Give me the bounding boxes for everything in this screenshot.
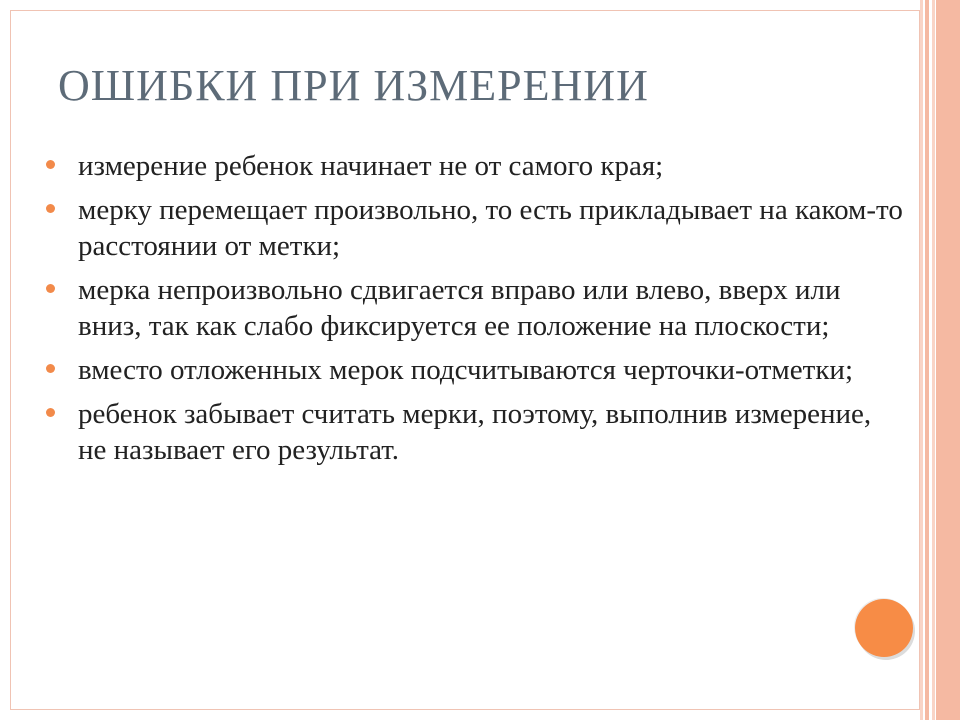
- bullet-dot-icon: [46, 160, 55, 169]
- stripe: [920, 0, 923, 720]
- bullet-text: мерку перемещает произвольно, то есть прикладывает на каком-то расстоянии от метки;: [78, 194, 903, 262]
- bullet-text: мерка непроизвольно сдвигается вправо или влево, вверх или вниз, так как слабо фиксируется ее положение на плоскости;: [78, 274, 841, 342]
- bullet-item: [46, 272, 906, 344]
- stripe: [925, 0, 929, 720]
- stripe: [932, 0, 935, 720]
- bullet-text: вместо отложенных мерок подсчитываются черточки-отметки;: [78, 354, 853, 386]
- bullet-text: измерение ребенок начинает не от самого края;: [78, 150, 664, 182]
- slide-title: ОШИБКИ ПРИ ИЗМЕРЕНИИ: [58, 61, 649, 110]
- bullet-text: ребенок забывает считать мерки, поэтому, выполнив измерение, не называет его результат.: [78, 398, 872, 466]
- bullet-item: [46, 192, 906, 264]
- stripe: [936, 0, 960, 720]
- decorative-stripes: [920, 0, 960, 720]
- bullet-dot-icon: [46, 284, 55, 293]
- bullet-item: [46, 148, 906, 184]
- bullet-dot-icon: [46, 408, 55, 417]
- bullet-dot-icon: [46, 204, 55, 213]
- bullet-item: [46, 352, 906, 388]
- bullet-list: [46, 148, 906, 476]
- bullet-dot-icon: [46, 364, 55, 373]
- decorative-circle-icon: [855, 599, 913, 657]
- bullet-item: [46, 396, 906, 468]
